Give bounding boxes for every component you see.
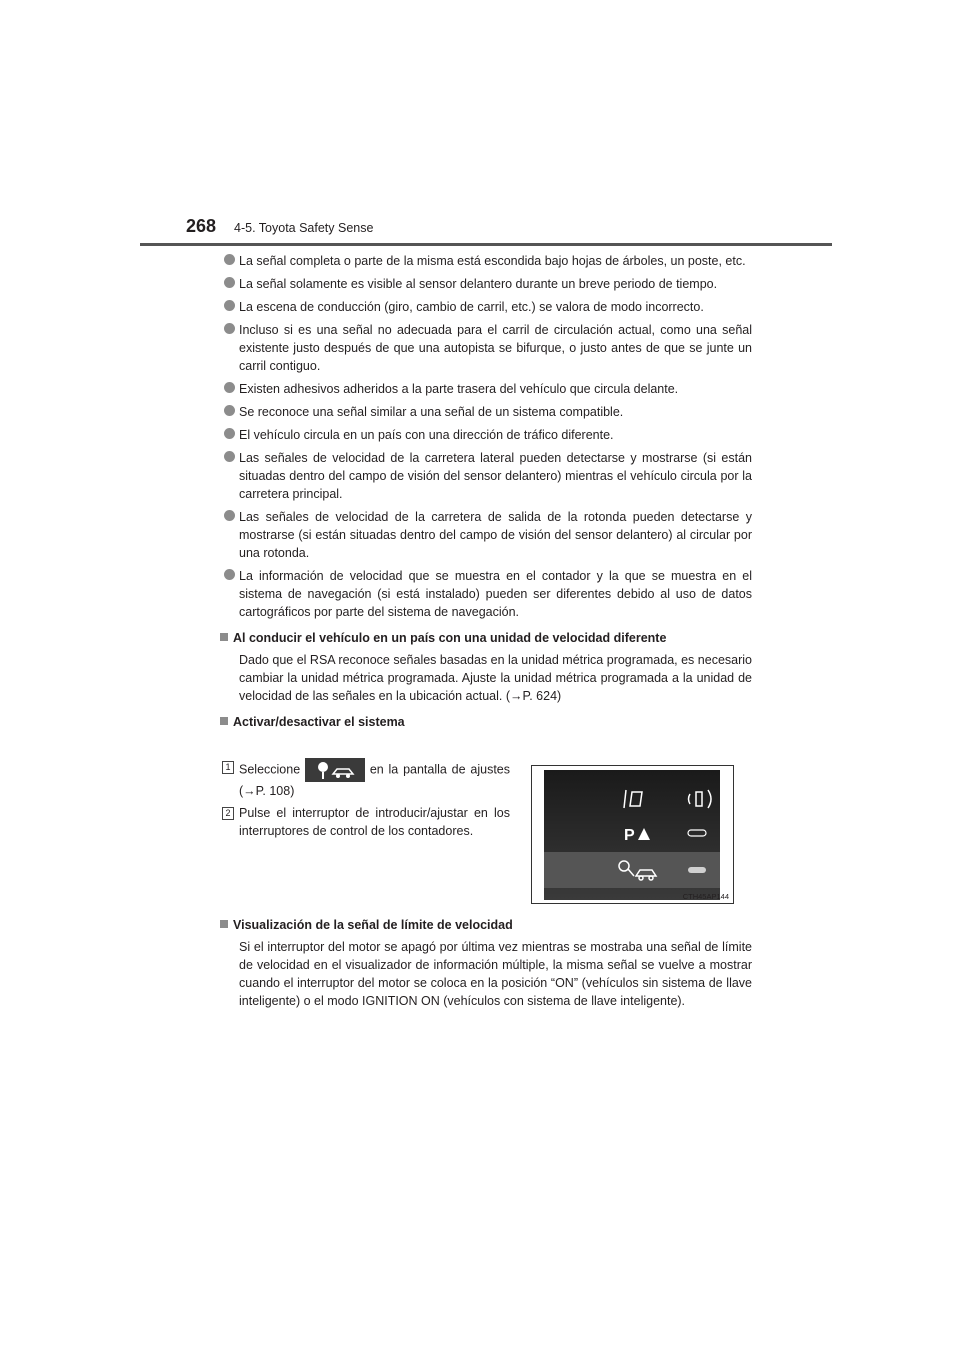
square-bullet-icon: [220, 920, 228, 928]
bullet-item: La señal completa o parte de la misma está escondida bajo hojas de árboles, un poste, etc.: [220, 252, 752, 270]
units-heading: Al conducir el vehículo en un país con una unidad de velocidad diferente: [220, 629, 752, 647]
bullet-dot-icon: [224, 323, 235, 334]
settings-screen-figure: [531, 765, 734, 904]
step-number: 2: [222, 807, 234, 820]
units-paragraph: Dado que el RSA reconoce señales basadas en la unidad métrica programada, es necesario cambiar la unidad métrica programada. Ajuste la unidad métrica programada a la unidad de velocidad de las señales en la ubicación actual. (→P. 624): [239, 653, 752, 703]
bullet-dot-icon: [224, 569, 235, 580]
bullet-item: La escena de conducción (giro, cambio de carril, etc.) se valora de modo incorrecto.: [220, 298, 752, 316]
bullet-dot-icon: [224, 300, 235, 311]
bullet-item: Incluso si es una señal no adecuada para el carril de circulación actual, como una señal existente justo después de que una autopista se bifurque, o justo antes de que se junte un carril contiguo.: [220, 321, 752, 375]
step-1: 1 Seleccione en la pantalla de ajustes (→P. 108): [220, 758, 510, 800]
bullet-item: Las señales de velocidad de la carretera de salida de la rotonda pueden detectarse y mostrarse (si están situadas dentro del campo de visión del sensor delantero) al circular por una rotonda.: [220, 508, 752, 562]
display-paragraph: Si el interruptor del motor se apagó por última vez mientras se mostraba una señal de límite de velocidad en el visualizador de información múltiple, la misma señal se vuelve a mostrar cuando el interruptor del motor se coloca en la posición “ON” (vehículos sin sistema de llave inteligente) o el modo IGNITION ON (vehículos con sistema de llave inteligente).: [239, 940, 752, 1008]
bullet-item: La señal solamente es visible al sensor delantero durante un breve periodo de tiempo.: [220, 275, 752, 293]
bullet-item: Las señales de velocidad de la carretera lateral pueden detectarse y mostrarse (si están situadas dentro del campo de visión del sensor delantero) mientras el vehículo circula por la carretera principal.: [220, 449, 752, 503]
square-bullet-icon: [220, 633, 228, 641]
main-content: [220, 252, 752, 735]
display-heading: Visualización de la señal de límite de velocidad: [220, 916, 752, 934]
svg-text:P: P: [624, 827, 635, 844]
bullet-dot-icon: [224, 405, 235, 416]
bullet-dot-icon: [224, 382, 235, 393]
bullet-dot-icon: [224, 428, 235, 439]
display-section: [220, 916, 752, 1015]
figure-code: CTH45AP144: [682, 892, 729, 901]
rsa-settings-icon: [305, 758, 365, 782]
bullet-item: La información de velocidad que se muestra en el contador y la que se muestra en el sistema de navegación (si está instalado) pueden ser diferentes debido al uso de datos cartográficos por parte del sistema de navegación.: [220, 567, 752, 621]
toggle-on-indicator: [688, 867, 706, 873]
bullet-dot-icon: [224, 451, 235, 462]
bullet-item: Se reconoce una señal similar a una señal de un sistema compatible.: [220, 403, 752, 421]
bullet-dot-icon: [224, 277, 235, 288]
bullet-dot-icon: [224, 510, 235, 521]
step-2: 2 Pulse el interruptor de introducir/ajustar en los interruptores de control de los contadores.: [220, 804, 510, 840]
page-number: 268: [186, 216, 217, 236]
section-title: 4-5. Toyota Safety Sense: [234, 221, 374, 235]
header-rule: [140, 243, 832, 246]
bullet-item: El vehículo circula en un país con una dirección de tráfico diferente.: [220, 426, 752, 444]
step-number: 1: [222, 761, 234, 774]
settings-display-illustration: [544, 770, 720, 900]
bullet-dot-icon: [224, 254, 235, 265]
square-bullet-icon: [220, 717, 228, 725]
steps-list: [220, 758, 510, 844]
bullet-item: Existen adhesivos adheridos a la parte trasera del vehículo que circula delante.: [220, 380, 752, 398]
toggle-heading: Activar/desactivar el sistema: [220, 713, 752, 731]
